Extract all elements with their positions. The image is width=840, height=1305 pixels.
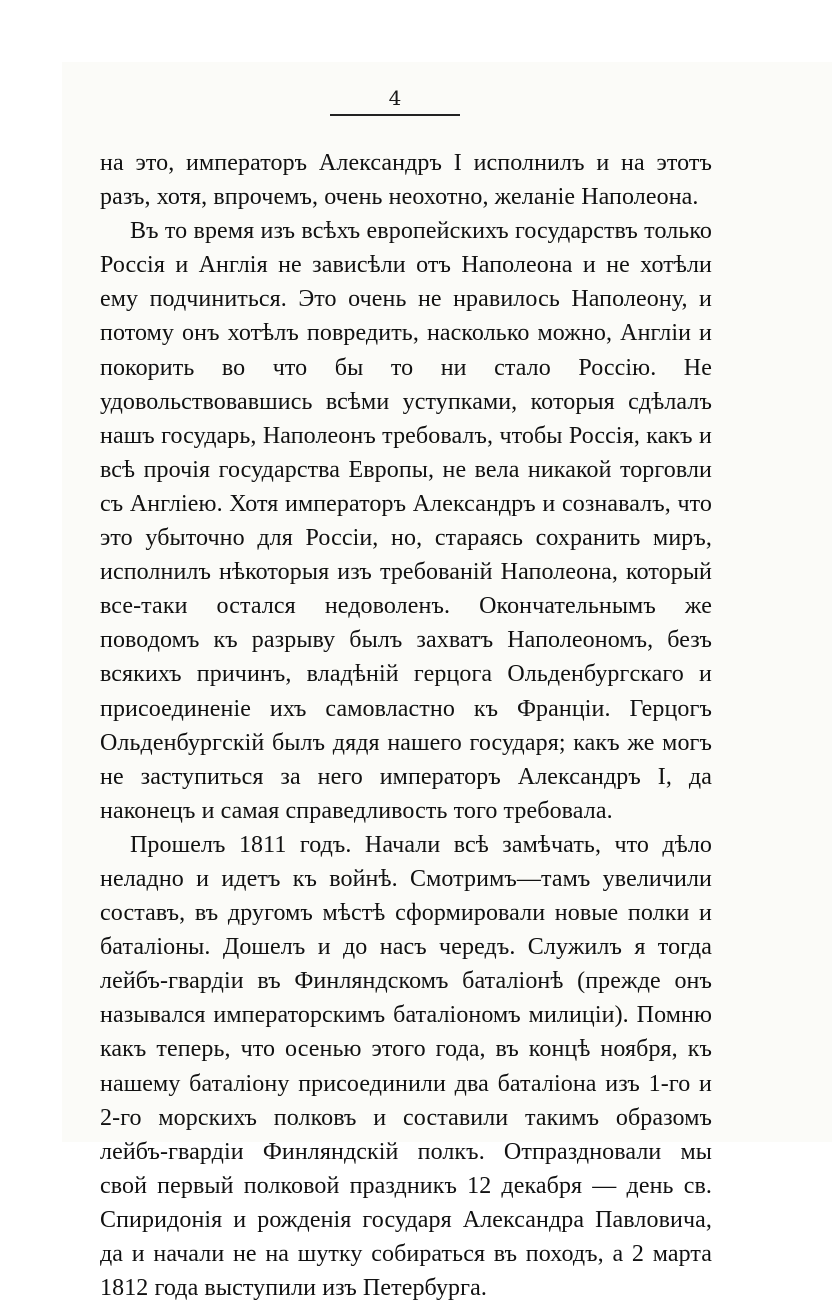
body-text (100, 146, 712, 1305)
paragraph: Въ то время изъ всѣхъ европейскихъ государствъ только Россія и Англія не зависѣли отъ Наполеона и не хотѣли ему подчиниться. Это очень не нравилось Наполеону, и потому онъ хотѣлъ повредить, насколько можно, Англіи и покорить во что бы то ни стало Россію. Не удовольствовавшись всѣми уступками, которыя сдѣлалъ нашъ государь, Наполеонъ требовалъ, чтобы Россія, какъ и всѣ прочія государства Европы, не вела никакой торговли съ Англіею. Хотя императоръ Александръ и сознавалъ, что это убыточно для Россіи, но, стараясь сохранить миръ, исполнилъ нѣкоторыя изъ требованій Наполеона, который все-таки остался недоволенъ. Окончательнымъ же поводомъ къ разрыву былъ захватъ Наполеономъ, безъ всякихъ причинъ, владѣній герцога Ольденбургскаго и присоединеніе ихъ самовластно къ Франціи. Герцогъ Ольденбургскій былъ дядя нашего государя; какъ же могъ не заступиться за него императоръ Александръ I, да наконецъ и самая справедливость того требовала. (100, 218, 712, 824)
page-number: 4 (388, 86, 402, 110)
header-rule (330, 114, 460, 116)
paragraph: Прошелъ 1811 годъ. Начали всѣ замѣчать, что дѣло неладно и идетъ къ войнѣ. Смотримъ—тамъ увеличили составъ, въ другомъ мѣстѣ сформировали новые полки и баталіоны. Дошелъ и до насъ чередъ. Служилъ я тогда лейбъ-гвардіи въ Финляндскомъ баталіонѣ (прежде онъ назывался императорскимъ баталіономъ милиціи). Помню какъ теперь, что осенью этого года, въ концѣ ноября, къ нашему баталіону присоединили два баталіона изъ 1-го и 2-го морскихъ полковъ и составили такимъ образомъ лейбъ-гвардіи Финляндскій полкъ. Отпраздновали мы свой первый полковой праздникъ 12 декабря — день св. Спиридонія и рожденія государя Александра Павловича, да и начали не на шутку собираться въ походъ, а 2 марта 1812 года выступили изъ Петербурга. (100, 831, 712, 1302)
paragraph: на это, императоръ Александръ I исполнилъ и на этотъ разъ, хотя, впрочемъ, очень неохотно, желаніе Наполеона. (100, 150, 712, 211)
page-header (330, 86, 460, 116)
